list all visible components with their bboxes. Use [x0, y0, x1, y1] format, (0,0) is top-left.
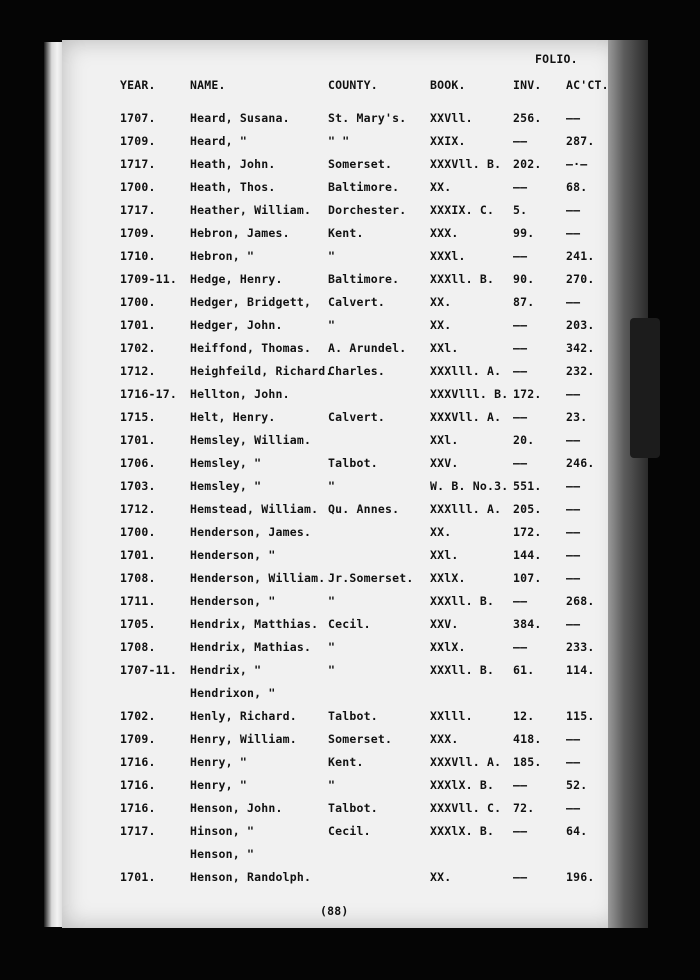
row-inv-cell: —— [513, 249, 528, 263]
row-county-cell: Jr.Somerset. [328, 571, 414, 585]
folio-label: FOLIO. [535, 52, 578, 66]
row-county-cell: A. Arundel. [328, 341, 407, 355]
row-name-cell: Henson, Randolph. [190, 870, 312, 884]
row-book-cell: XXXl. [430, 249, 466, 263]
row-book-cell: XXXll. B. [430, 272, 495, 286]
row-county-cell: Kent. [328, 755, 364, 769]
row-acct-cell: —— [566, 617, 581, 631]
row-name-cell: Heard, " [190, 134, 247, 148]
row-county-cell: Talbot. [328, 709, 378, 723]
row-name-cell: Hemsley, " [190, 456, 262, 470]
row-inv-cell: 202. [513, 157, 542, 171]
row-inv-cell: 384. [513, 617, 542, 631]
row-name-cell: Henson, John. [190, 801, 283, 815]
row-year-cell: 1712. [120, 502, 156, 516]
header-county: COUNTY. [328, 78, 378, 92]
header-book: BOOK. [430, 78, 466, 92]
row-name-cell: Hedger, John. [190, 318, 283, 332]
row-inv-cell: —— [513, 318, 528, 332]
row-inv-cell: 205. [513, 502, 542, 516]
row-acct-cell: —— [566, 732, 581, 746]
row-book-cell: XXV. [430, 617, 459, 631]
row-acct-cell: 342. [566, 341, 595, 355]
row-inv-cell: 172. [513, 387, 542, 401]
row-inv-cell: 87. [513, 295, 535, 309]
row-name-cell: Heather, William. [190, 203, 312, 217]
row-year-cell: 1706. [120, 456, 156, 470]
row-acct-cell: 233. [566, 640, 595, 654]
row-name-cell: Henry, William. [190, 732, 297, 746]
row-acct-cell: 196. [566, 870, 595, 884]
row-inv-cell: —— [513, 594, 528, 608]
row-year-cell: 1709. [120, 732, 156, 746]
row-name-cell: Hebron, " [190, 249, 255, 263]
row-year-cell: 1701. [120, 548, 156, 562]
row-county-cell: Kent. [328, 226, 364, 240]
row-book-cell: XXXVll. A. [430, 755, 502, 769]
row-acct-cell: 52. [566, 778, 588, 792]
row-name-cell: Hemstead, William. [190, 502, 319, 516]
row-name-cell: Heath, John. [190, 157, 276, 171]
row-acct-cell: —— [566, 203, 581, 217]
row-county-cell: Cecil. [328, 824, 371, 838]
row-book-cell: XXXlll. A. [430, 364, 502, 378]
row-name-cell: Henderson, " [190, 594, 276, 608]
row-county-cell: " " [328, 134, 350, 148]
row-year-cell: 1717. [120, 824, 156, 838]
row-name-cell: Hellton, John. [190, 387, 290, 401]
row-acct-cell: 241. [566, 249, 595, 263]
row-county-cell: Baltimore. [328, 272, 400, 286]
row-book-cell: XXXll. B. [430, 663, 495, 677]
row-year-cell: 1708. [120, 571, 156, 585]
row-name-cell: Heath, Thos. [190, 180, 276, 194]
row-book-cell: XXlll. [430, 709, 473, 723]
row-year-cell: 1716-17. [120, 387, 177, 401]
row-year-cell: 1707-11. [120, 663, 177, 677]
row-inv-cell: 256. [513, 111, 542, 125]
row-book-cell: XX. [430, 525, 452, 539]
row-county-cell: " [328, 479, 336, 493]
row-book-cell: XXIX. [430, 134, 466, 148]
row-name-cell: Hinson, " [190, 824, 255, 838]
row-name-cell: Henson, " [190, 847, 255, 861]
row-county-cell: Dorchester. [328, 203, 407, 217]
row-inv-cell: 12. [513, 709, 535, 723]
row-year-cell: 1701. [120, 870, 156, 884]
row-book-cell: XXXIX. C. [430, 203, 495, 217]
row-inv-cell: 185. [513, 755, 542, 769]
row-name-cell: Helt, Henry. [190, 410, 276, 424]
row-year-cell: 1711. [120, 594, 156, 608]
row-county-cell: Qu. Annes. [328, 502, 400, 516]
row-name-cell: Henderson, James. [190, 525, 312, 539]
row-acct-cell: —— [566, 801, 581, 815]
row-year-cell: 1701. [120, 318, 156, 332]
row-name-cell: Hebron, James. [190, 226, 290, 240]
row-acct-cell: —— [566, 295, 581, 309]
row-name-cell: Hemsley, " [190, 479, 262, 493]
row-year-cell: 1709-11. [120, 272, 177, 286]
row-year-cell: 1716. [120, 778, 156, 792]
row-name-cell: Henly, Richard. [190, 709, 297, 723]
row-acct-cell: 68. [566, 180, 588, 194]
row-year-cell: 1700. [120, 180, 156, 194]
row-year-cell: 1716. [120, 801, 156, 815]
row-name-cell: Hendrix, Mathias. [190, 640, 312, 654]
row-inv-cell: —— [513, 778, 528, 792]
row-book-cell: XXXVlll. B. [430, 387, 509, 401]
row-book-cell: XXl. [430, 341, 459, 355]
row-acct-cell: —— [566, 479, 581, 493]
row-year-cell: 1700. [120, 295, 156, 309]
row-name-cell: Hendrix, " [190, 663, 262, 677]
row-year-cell: 1716. [120, 755, 156, 769]
row-book-cell: XXXlX. B. [430, 824, 495, 838]
row-book-cell: XXXVll. B. [430, 157, 502, 171]
row-inv-cell: 144. [513, 548, 542, 562]
row-name-cell: Henderson, " [190, 548, 276, 562]
row-county-cell: St. Mary's. [328, 111, 407, 125]
row-book-cell: W. B. No.3. [430, 479, 509, 493]
row-acct-cell: —— [566, 548, 581, 562]
row-inv-cell: 20. [513, 433, 535, 447]
row-acct-cell: —— [566, 525, 581, 539]
row-book-cell: XXX. [430, 732, 459, 746]
row-county-cell: Talbot. [328, 456, 378, 470]
row-book-cell: XXlX. [430, 640, 466, 654]
row-inv-cell: —— [513, 180, 528, 194]
row-book-cell: XXlX. [430, 571, 466, 585]
row-year-cell: 1707. [120, 111, 156, 125]
row-acct-cell: —— [566, 387, 581, 401]
row-book-cell: XXXVll. A. [430, 410, 502, 424]
row-year-cell: 1702. [120, 341, 156, 355]
row-name-cell: Henry, " [190, 778, 247, 792]
row-book-cell: XXXlX. B. [430, 778, 495, 792]
page-number: (88) [320, 904, 349, 918]
row-year-cell: 1712. [120, 364, 156, 378]
row-book-cell: XXV. [430, 456, 459, 470]
row-inv-cell: —— [513, 640, 528, 654]
row-name-cell: Hendrixon, " [190, 686, 276, 700]
row-acct-cell: 232. [566, 364, 595, 378]
row-book-cell: XXl. [430, 433, 459, 447]
row-book-cell: XX. [430, 180, 452, 194]
row-year-cell: 1701. [120, 433, 156, 447]
row-acct-cell: —— [566, 755, 581, 769]
row-inv-cell: 72. [513, 801, 535, 815]
row-acct-cell: 203. [566, 318, 595, 332]
row-acct-cell: —— [566, 502, 581, 516]
row-acct-cell: —— [566, 571, 581, 585]
row-acct-cell: 270. [566, 272, 595, 286]
row-name-cell: Heiffond, Thomas. [190, 341, 312, 355]
row-county-cell: " [328, 663, 336, 677]
row-county-cell: " [328, 594, 336, 608]
row-acct-cell: —·— [566, 157, 588, 171]
row-year-cell: 1700. [120, 525, 156, 539]
row-book-cell: XX. [430, 318, 452, 332]
row-book-cell: XXX. [430, 226, 459, 240]
row-county-cell: Calvert. [328, 410, 385, 424]
row-inv-cell: —— [513, 824, 528, 838]
row-acct-cell: —— [566, 111, 581, 125]
row-name-cell: Henry, " [190, 755, 247, 769]
row-year-cell: 1710. [120, 249, 156, 263]
row-inv-cell: 90. [513, 272, 535, 286]
row-acct-cell: —— [566, 433, 581, 447]
row-name-cell: Hendrix, Matthias. [190, 617, 319, 631]
row-inv-cell: —— [513, 456, 528, 470]
row-acct-cell: 114. [566, 663, 595, 677]
row-acct-cell: 268. [566, 594, 595, 608]
row-acct-cell: 287. [566, 134, 595, 148]
row-inv-cell: 99. [513, 226, 535, 240]
row-acct-cell: 115. [566, 709, 595, 723]
row-inv-cell: 418. [513, 732, 542, 746]
header-inv: INV. [513, 78, 542, 92]
row-county-cell: Cecil. [328, 617, 371, 631]
row-acct-cell: 23. [566, 410, 588, 424]
row-book-cell: XXXlll. A. [430, 502, 502, 516]
row-county-cell: " [328, 640, 336, 654]
row-name-cell: Hemsley, William. [190, 433, 312, 447]
header-acct: AC'CT. [566, 78, 609, 92]
row-year-cell: 1705. [120, 617, 156, 631]
row-year-cell: 1717. [120, 157, 156, 171]
row-county-cell: Talbot. [328, 801, 378, 815]
row-year-cell: 1708. [120, 640, 156, 654]
header-year: YEAR. [120, 78, 156, 92]
row-inv-cell: —— [513, 410, 528, 424]
row-acct-cell: —— [566, 226, 581, 240]
row-book-cell: XXl. [430, 548, 459, 562]
row-inv-cell: —— [513, 364, 528, 378]
row-year-cell: 1702. [120, 709, 156, 723]
row-inv-cell: 5. [513, 203, 528, 217]
row-county-cell: Charles. [328, 364, 385, 378]
row-year-cell: 1717. [120, 203, 156, 217]
row-county-cell: Somerset. [328, 157, 393, 171]
row-inv-cell: —— [513, 341, 528, 355]
row-year-cell: 1709. [120, 134, 156, 148]
row-inv-cell: —— [513, 870, 528, 884]
row-inv-cell: —— [513, 134, 528, 148]
row-county-cell: " [328, 778, 336, 792]
row-inv-cell: 61. [513, 663, 535, 677]
row-book-cell: XX. [430, 295, 452, 309]
row-year-cell: 1709. [120, 226, 156, 240]
row-name-cell: Hedger, Bridgett, [190, 295, 312, 309]
row-book-cell: XXXll. B. [430, 594, 495, 608]
row-inv-cell: 107. [513, 571, 542, 585]
row-acct-cell: 246. [566, 456, 595, 470]
row-inv-cell: 551. [513, 479, 542, 493]
row-acct-cell: 64. [566, 824, 588, 838]
row-name-cell: Heard, Susana. [190, 111, 290, 125]
row-county-cell: Somerset. [328, 732, 393, 746]
row-name-cell: Henderson, William. [190, 571, 326, 585]
row-name-cell: Heighfeild, Richard. [190, 364, 333, 378]
row-county-cell: Baltimore. [328, 180, 400, 194]
header-name: NAME. [190, 78, 226, 92]
row-name-cell: Hedge, Henry. [190, 272, 283, 286]
row-book-cell: XX. [430, 870, 452, 884]
row-county-cell: " [328, 318, 336, 332]
row-book-cell: XXXVll. C. [430, 801, 502, 815]
row-inv-cell: 172. [513, 525, 542, 539]
row-year-cell: 1715. [120, 410, 156, 424]
row-county-cell: " [328, 249, 336, 263]
row-book-cell: XXVll. [430, 111, 473, 125]
row-county-cell: Calvert. [328, 295, 385, 309]
row-year-cell: 1703. [120, 479, 156, 493]
